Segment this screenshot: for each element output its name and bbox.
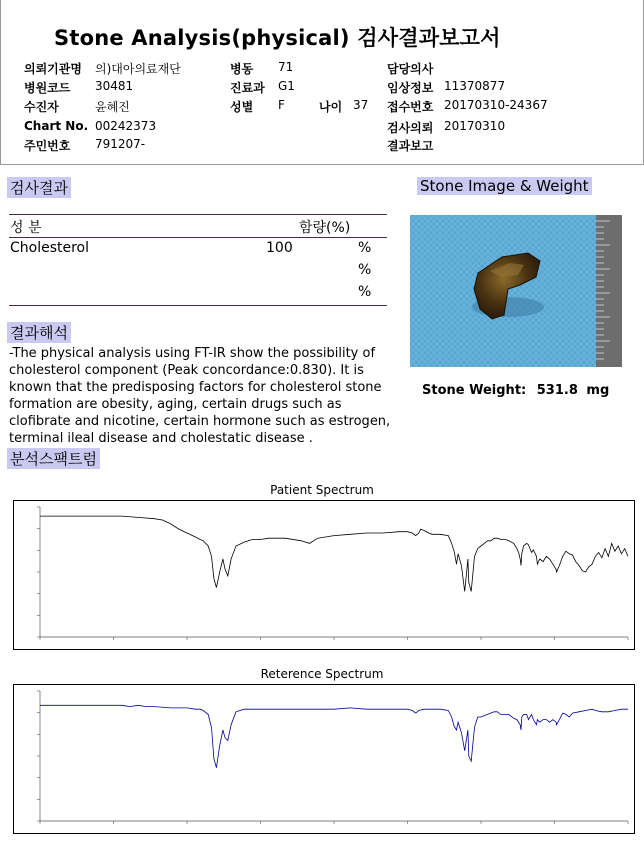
interpretation-text: -The physical analysis using FT-IR show the possibility of cholesterol component (Peak concordance:0.830). It is known that the predisposing factors for cholesterol stone formation are obesity, aging, certain drugs such as clofibrate and nicotine, certain hormone such as estrogen, terminal ileal disease and cholestatic disease . xyxy=(9,346,391,446)
result-row-name-1: Cholesterol xyxy=(10,240,90,256)
receipt-value: 20170310-24367 xyxy=(444,98,548,112)
page-title: Stone Analysis(physical) 검사결과보고서 xyxy=(54,26,501,50)
stone-weight-value: 531.8 xyxy=(536,383,578,398)
chart-no-value: 00242373 xyxy=(95,119,157,133)
request-value: 20170310 xyxy=(444,119,506,133)
results-col-component: 성 분 xyxy=(10,220,42,236)
result-row-unit-1: % xyxy=(358,240,372,256)
institution-label: 의뢰기관명 xyxy=(24,62,82,76)
results-header-rule xyxy=(9,237,387,238)
results-bottom-rule xyxy=(9,305,387,306)
interpretation-heading: 결과해석 xyxy=(7,322,71,343)
axis-lines xyxy=(40,691,628,821)
patient-spectrum-chart xyxy=(13,500,635,650)
results-top-rule xyxy=(9,214,387,215)
ward-value: 71 xyxy=(278,60,294,74)
spectrum-heading: 분석스팩트럼 xyxy=(7,448,100,469)
resident-label: 주민번호 xyxy=(24,139,71,153)
age-label: 나이 xyxy=(319,100,343,114)
axis-lines xyxy=(40,507,628,637)
spectrum-line-1-0 xyxy=(40,705,628,767)
collector-value: 윤혜진 xyxy=(95,100,130,114)
age-value: 37 xyxy=(353,98,369,112)
clinical-value: 11370877 xyxy=(444,79,506,93)
sex-label: 성별 xyxy=(230,100,254,114)
stone-weight-unit: mg xyxy=(586,383,610,398)
stone-heading: Stone Image & Weight xyxy=(417,177,592,195)
result-row-value-1: 100 xyxy=(266,240,293,256)
receipt-label: 접수번호 xyxy=(387,100,434,114)
stone-photo-graphic xyxy=(410,215,622,367)
report-label: 결과보고 xyxy=(387,139,434,153)
collector-label: 수진자 xyxy=(24,100,59,114)
clinical-label: 임상정보 xyxy=(387,81,434,95)
result-row-unit-2: % xyxy=(358,262,372,278)
dept-value: G1 xyxy=(278,79,295,93)
hospital-code-value: 30481 xyxy=(95,79,134,93)
resident-value: 791207- xyxy=(95,137,146,151)
reference-spectrum-title: Reterence Spectrum xyxy=(260,667,384,681)
patient-spectrum-svg xyxy=(14,501,634,649)
stone-weight xyxy=(422,383,609,398)
doctor-label: 담당의사 xyxy=(387,62,434,76)
results-col-amount: 함량(%) xyxy=(299,220,351,236)
institution-value: 의)대아의료재단 xyxy=(95,62,181,76)
hospital-code-label: 병원코드 xyxy=(24,81,71,95)
reference-spectrum-svg xyxy=(14,685,634,833)
sex-value: F xyxy=(278,98,285,112)
stone-weight-label: Stone Weight: xyxy=(422,383,527,398)
chart-no-label: Chart No. xyxy=(24,119,89,133)
result-row-unit-3: % xyxy=(358,284,372,300)
reference-spectrum-chart xyxy=(13,684,635,834)
spectrum-line-0-0 xyxy=(40,516,628,591)
request-label: 검사의뢰 xyxy=(387,121,434,135)
stone-photo xyxy=(410,215,622,367)
ward-label: 병동 xyxy=(230,62,254,76)
patient-spectrum-title: Patient Spectrum xyxy=(270,483,374,497)
results-heading: 검사결과 xyxy=(7,177,71,198)
dept-label: 진료과 xyxy=(230,81,265,95)
